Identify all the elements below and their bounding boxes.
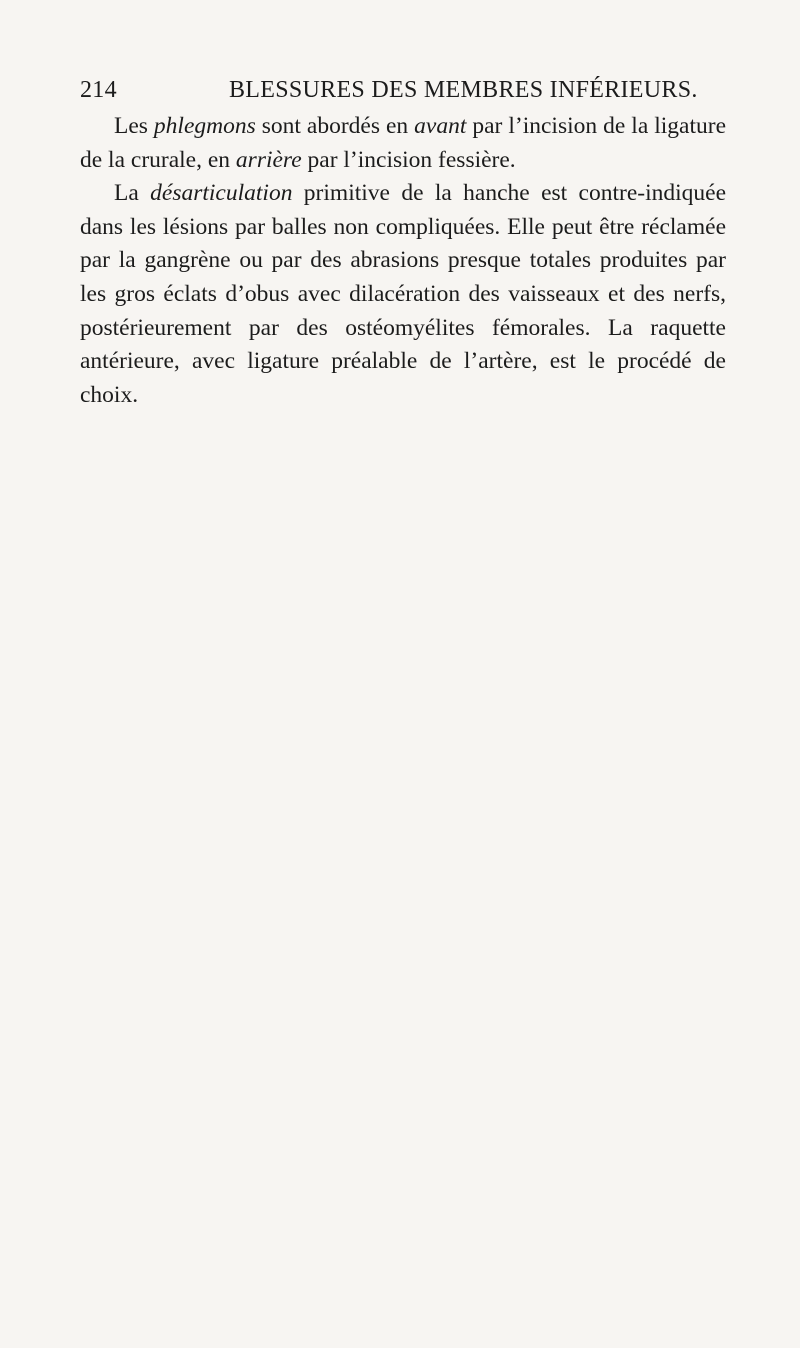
italic-term: phlegmons <box>153 113 256 139</box>
text-segment: par l’incision fessière. <box>301 146 516 173</box>
italic-term: avant <box>414 113 467 139</box>
page-number: 214 <box>80 77 117 103</box>
paragraph-phlegmons <box>80 110 726 177</box>
paragraph-desarticulation <box>80 177 726 412</box>
italic-term: désarticulation <box>150 180 293 207</box>
text-segment: Les <box>114 113 154 139</box>
running-head <box>80 73 726 107</box>
italic-term: arrière <box>235 146 302 173</box>
text-segment: sont abordés en <box>255 113 415 139</box>
chapter-title: BLESSURES DES MEMBRES INFÉRIEURS. <box>229 77 698 103</box>
text-segment: primitive de la hanche est contre-indiquée dans les lésions par balles non compliquées. Elle peut être réclamée par la gangrène ou par des abrasions presque totales produites par les gros éclats d’obus avec dilacération des vaisseaux et des nerfs, postérieurement par des ostéomyélites fémorales. La raquette antérieure, avec ligature préalable de l’artère, est le procédé de choix. <box>80 180 726 408</box>
text-segment: La <box>114 180 151 207</box>
body-text <box>80 110 726 412</box>
text-segment: par l’incision de la ligature de la crurale, en <box>80 113 727 173</box>
